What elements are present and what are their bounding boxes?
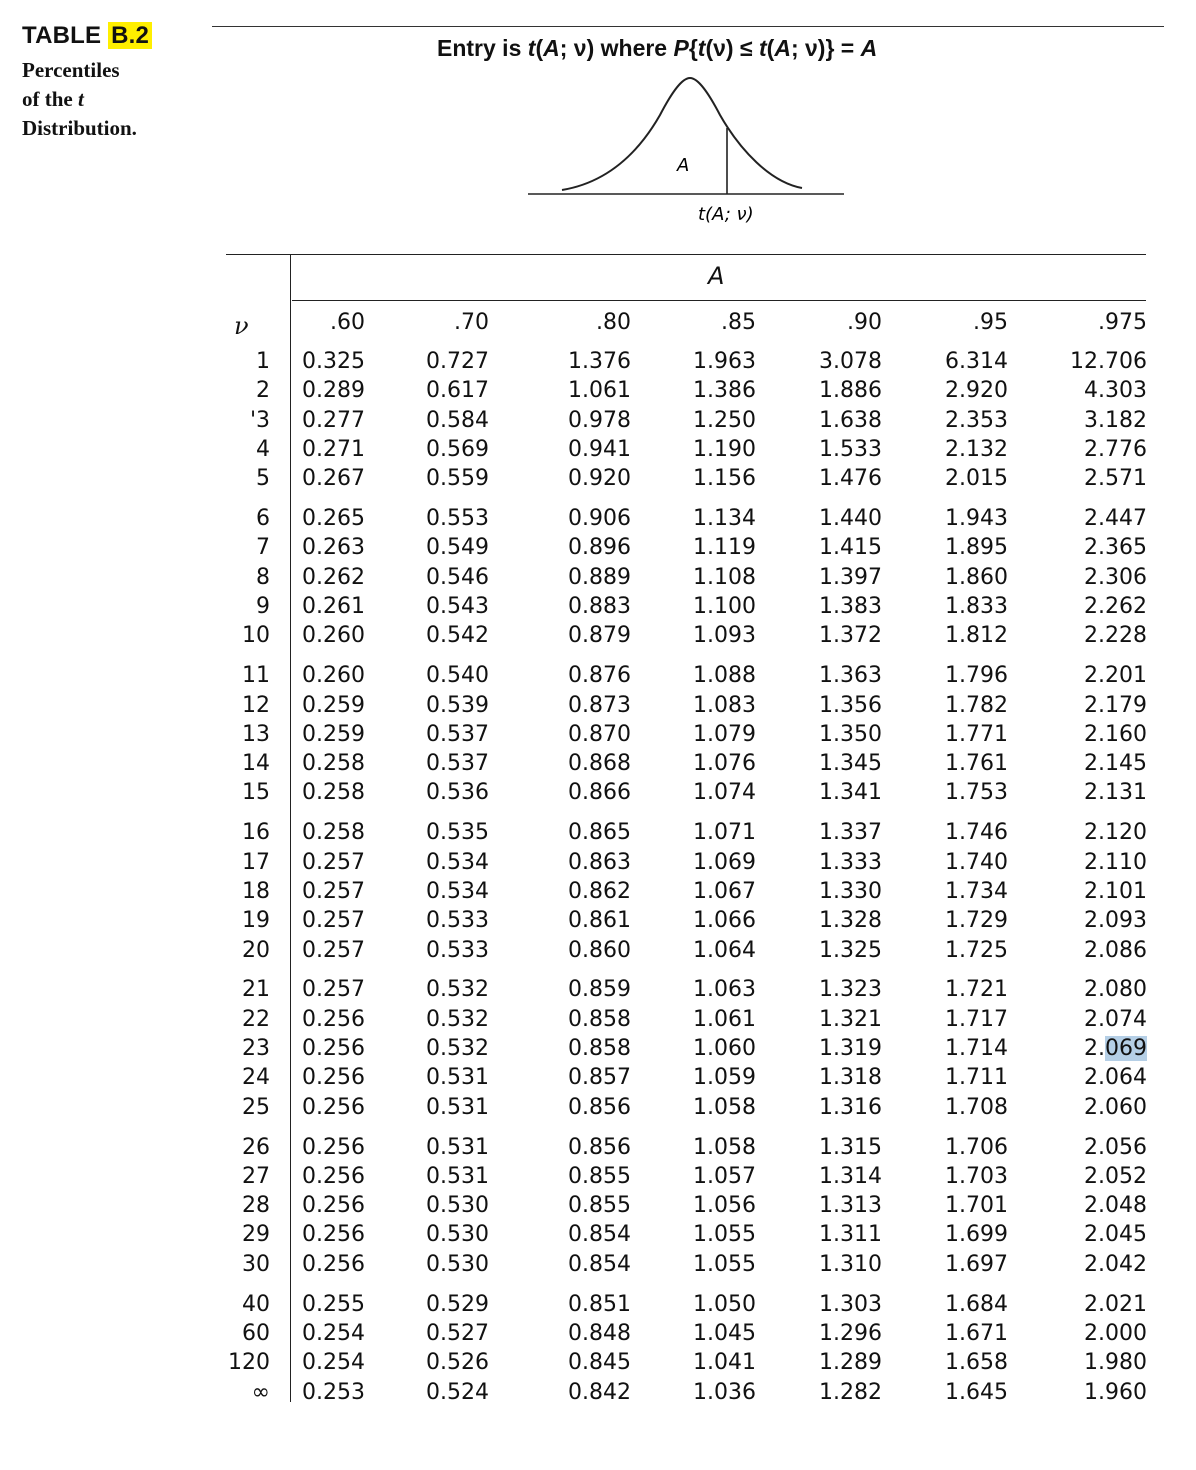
table-cell[interactable]: 1.697 xyxy=(945,1251,1008,1277)
table-cell[interactable]: 1.476 xyxy=(819,466,882,492)
table-cell[interactable]: 2.262 xyxy=(1084,594,1147,619)
column-header: .95 xyxy=(973,310,1008,335)
table-cell[interactable]: 0.553 xyxy=(426,506,489,532)
table-cell[interactable]: 1.812 xyxy=(945,623,1008,649)
table-cell[interactable]: 0.848 xyxy=(568,1320,631,1346)
table-cell[interactable]: 0.857 xyxy=(568,1065,631,1091)
table-cell[interactable]: 4.303 xyxy=(1084,378,1147,404)
table-cell[interactable]: 1.771 xyxy=(945,721,1008,747)
table-cell[interactable]: 1.699 xyxy=(945,1222,1008,1248)
table-cell[interactable]: 1.886 xyxy=(819,378,882,404)
table-cell[interactable]: 1.638 xyxy=(819,407,882,433)
table-cell[interactable]: 1.721 xyxy=(945,977,1008,1003)
table-caption xyxy=(22,22,152,143)
table-cell[interactable]: 0.258 xyxy=(302,820,365,846)
table-cell[interactable]: 1.310 xyxy=(819,1251,882,1277)
table-label: TABLE xyxy=(22,22,102,49)
table-cell[interactable]: 0.537 xyxy=(426,751,489,777)
table-cell[interactable]: 1.093 xyxy=(693,623,756,649)
row-nu-label: 11 xyxy=(242,663,270,689)
table-number-highlight: B.2 xyxy=(108,22,152,49)
table-cell[interactable]: 0.546 xyxy=(426,564,489,590)
table-cell[interactable]: 2.571 xyxy=(1084,466,1147,492)
table-cell[interactable]: 1.079 xyxy=(693,721,756,747)
table-cell[interactable]: 1.055 xyxy=(693,1251,756,1277)
table-cell[interactable]: 1.056 xyxy=(693,1193,756,1219)
table-cell[interactable]: 0.534 xyxy=(426,878,489,904)
table-cell[interactable]: 0.856 xyxy=(568,1094,631,1120)
table-cell[interactable]: 1.671 xyxy=(945,1320,1008,1346)
table-cell[interactable]: 1.036 xyxy=(693,1379,756,1405)
table-cell[interactable]: 1.833 xyxy=(945,594,1008,619)
caption-line-1: Percentiles xyxy=(22,58,120,82)
row-nu-label: 7 xyxy=(256,535,270,561)
table-cell[interactable]: 0.256 xyxy=(302,1006,365,1032)
table-cell[interactable]: 0.889 xyxy=(568,564,631,590)
table-cell[interactable]: 0.289 xyxy=(302,378,365,404)
row-nu-label: 25 xyxy=(242,1094,270,1120)
table-cell[interactable]: 0.855 xyxy=(568,1163,631,1189)
table-cell[interactable]: 1.061 xyxy=(693,1006,756,1032)
table-cell[interactable]: 1.041 xyxy=(693,1350,756,1376)
table-cell[interactable]: 1.383 xyxy=(819,594,882,619)
table-cell[interactable]: 0.537 xyxy=(426,721,489,747)
area-label: A xyxy=(677,155,690,176)
table-cell[interactable]: 1.397 xyxy=(819,564,882,590)
table-cell[interactable]: 0.978 xyxy=(568,407,631,433)
table-cell[interactable]: 1.083 xyxy=(693,692,756,718)
table-cell[interactable]: 1.313 xyxy=(819,1193,882,1219)
table-cell[interactable]: 2.353 xyxy=(945,407,1008,433)
row-nu-label: 17 xyxy=(242,849,270,875)
table-cell[interactable]: 2.132 xyxy=(945,436,1008,462)
column-header: .90 xyxy=(847,310,882,335)
caption-line-2: of the xyxy=(22,87,73,111)
formula-definition: Entry is t(A; ν) where P{t(ν) ≤ t(A; ν)} = A xyxy=(437,35,878,61)
table-cell[interactable]: 1.321 xyxy=(819,1006,882,1032)
nu-header: ν xyxy=(234,312,249,340)
table-cell[interactable]: 1.100 xyxy=(693,594,756,619)
table-cell[interactable]: 2.776 xyxy=(1084,436,1147,462)
table-cell[interactable]: 0.271 xyxy=(302,436,365,462)
table-cell[interactable]: 1.415 xyxy=(819,535,882,561)
table-cell[interactable]: 0.879 xyxy=(568,623,631,649)
table-cell[interactable]: 0.529 xyxy=(426,1291,489,1317)
row-nu-label: 21 xyxy=(242,977,270,1003)
table-cell[interactable]: 0.535 xyxy=(426,820,489,846)
row-nu-label: 20 xyxy=(242,937,270,963)
table-cell[interactable]: 0.727 xyxy=(426,349,489,374)
table-cell[interactable]: 2.306 xyxy=(1084,564,1147,590)
table-cell[interactable]: 1.345 xyxy=(819,751,882,777)
table-cell[interactable]: 0.862 xyxy=(568,878,631,904)
table-cell[interactable]: 2.101 xyxy=(1084,878,1147,904)
table-cell[interactable]: 0.860 xyxy=(568,937,631,963)
table-cell[interactable]: 1.069 xyxy=(693,849,756,875)
table-cell[interactable]: 2.447 xyxy=(1084,506,1147,532)
table-cell[interactable]: 0.257 xyxy=(302,849,365,875)
table-cell[interactable]: 0.540 xyxy=(426,663,489,689)
table-cell[interactable]: 2.131 xyxy=(1084,780,1147,806)
table-cell[interactable]: 1.063 xyxy=(693,977,756,1003)
table-cell[interactable]: 1.055 xyxy=(693,1222,756,1248)
row-nu-label: 13 xyxy=(242,721,270,747)
table-cell[interactable]: 2.021 xyxy=(1084,1291,1147,1317)
table-cell[interactable]: 1.108 xyxy=(693,564,756,590)
table-cell[interactable]: 1.350 xyxy=(819,721,882,747)
row-nu-label: 30 xyxy=(242,1251,270,1277)
table-cell[interactable]: 0.532 xyxy=(426,1006,489,1032)
table-cell[interactable]: 0.531 xyxy=(426,1094,489,1120)
table-cell[interactable]: 0.530 xyxy=(426,1222,489,1248)
table-cell[interactable]: 0.883 xyxy=(568,594,631,619)
table-cell[interactable]: 2.201 xyxy=(1084,663,1147,689)
table-cell[interactable]: 0.559 xyxy=(426,466,489,492)
table-cell[interactable]: 2.048 xyxy=(1084,1193,1147,1219)
table-cell[interactable]: 1.330 xyxy=(819,878,882,904)
table-cell[interactable]: 0.256 xyxy=(302,1193,365,1219)
table-cell[interactable]: 1.050 xyxy=(693,1291,756,1317)
table-cell[interactable]: 0.263 xyxy=(302,535,365,561)
table-cell-selected[interactable] xyxy=(1057,1036,1147,1061)
table-cell[interactable]: 1.058 xyxy=(693,1134,756,1160)
row-nu-label: 14 xyxy=(242,751,270,777)
table-subtitle xyxy=(22,56,152,143)
table-cell[interactable]: 1.740 xyxy=(945,849,1008,875)
table-cell[interactable]: 0.256 xyxy=(302,1065,365,1091)
table-cell[interactable]: 0.536 xyxy=(426,780,489,806)
table-cell[interactable]: 0.859 xyxy=(568,977,631,1003)
table-cell[interactable]: 3.182 xyxy=(1084,407,1147,433)
table-cell[interactable]: 0.865 xyxy=(568,820,631,846)
table-cell[interactable]: 1.318 xyxy=(819,1065,882,1091)
table-cell[interactable]: 0.531 xyxy=(426,1065,489,1091)
table-cell[interactable]: 0.257 xyxy=(302,937,365,963)
table-cell[interactable]: 1.729 xyxy=(945,908,1008,934)
table-cell[interactable]: 0.533 xyxy=(426,908,489,934)
text-selection[interactable]: 069 xyxy=(1105,1036,1147,1061)
row-nu-label: 1 xyxy=(256,349,270,374)
table-title xyxy=(22,22,152,50)
table-cell[interactable]: 2.074 xyxy=(1084,1006,1147,1032)
table-cell[interactable]: 2.086 xyxy=(1084,937,1147,963)
row-nu-label: 23 xyxy=(242,1036,270,1061)
table-cell[interactable]: 1.372 xyxy=(819,623,882,649)
table-cell[interactable]: 1.782 xyxy=(945,692,1008,718)
table-cell[interactable]: 0.870 xyxy=(568,721,631,747)
table-cell[interactable]: 0.617 xyxy=(426,378,489,404)
table-cell[interactable]: 1.060 xyxy=(693,1036,756,1061)
table-cell[interactable]: 0.258 xyxy=(302,751,365,777)
row-nu-label: 22 xyxy=(242,1006,270,1032)
a-header: A xyxy=(708,262,725,290)
table-cell[interactable]: 1.341 xyxy=(819,780,882,806)
table-top-rule xyxy=(226,254,1146,255)
table-cell[interactable]: 1.376 xyxy=(568,349,631,374)
column-header: .975 xyxy=(1098,310,1147,335)
table-cell[interactable]: 0.584 xyxy=(426,407,489,433)
table-cell[interactable]: 1.190 xyxy=(693,436,756,462)
table-cell[interactable]: 1.289 xyxy=(819,1350,882,1376)
table-cell[interactable]: 0.257 xyxy=(302,908,365,934)
table-cell[interactable]: 1.943 xyxy=(945,506,1008,532)
table-cell[interactable]: 0.863 xyxy=(568,849,631,875)
table-cell[interactable]: 0.858 xyxy=(568,1036,631,1061)
table-cell[interactable]: 0.277 xyxy=(302,407,365,433)
table-cell[interactable]: 0.524 xyxy=(426,1379,489,1405)
table-cell[interactable]: 0.265 xyxy=(302,506,365,532)
table-cell[interactable]: 0.876 xyxy=(568,663,631,689)
table-cell[interactable]: 1.076 xyxy=(693,751,756,777)
table-cell[interactable]: 2.056 xyxy=(1084,1134,1147,1160)
table-cell[interactable]: 2.920 xyxy=(945,378,1008,404)
table-cell[interactable]: 1.067 xyxy=(693,878,756,904)
table-cell[interactable]: 1.761 xyxy=(945,751,1008,777)
table-cell[interactable]: 6.314 xyxy=(945,349,1008,374)
row-nu-label: 120 xyxy=(228,1350,270,1376)
table-cell[interactable]: 1.066 xyxy=(693,908,756,934)
table-cell[interactable]: 0.531 xyxy=(426,1134,489,1160)
table-cell[interactable]: 1.658 xyxy=(945,1350,1008,1376)
table-cell[interactable]: 2.080 xyxy=(1084,977,1147,1003)
table-cell[interactable]: 0.325 xyxy=(302,349,365,374)
table-cell[interactable]: 1.895 xyxy=(945,535,1008,561)
table-cell[interactable]: 1.960 xyxy=(1084,1379,1147,1405)
table-cell[interactable]: 0.532 xyxy=(426,977,489,1003)
table-cell[interactable]: 1.703 xyxy=(945,1163,1008,1189)
row-nu-label: 40 xyxy=(242,1291,270,1317)
table-cell[interactable]: 0.941 xyxy=(568,436,631,462)
table-cell[interactable]: 0.259 xyxy=(302,692,365,718)
table-cell[interactable]: 2.179 xyxy=(1084,692,1147,718)
a-header-rule xyxy=(292,300,1146,301)
row-nu-label: 2 xyxy=(256,378,270,404)
table-cell[interactable]: 0.533 xyxy=(426,937,489,963)
table-cell[interactable]: 0.254 xyxy=(302,1320,365,1346)
table-cell[interactable]: 1.860 xyxy=(945,564,1008,590)
table-cell[interactable]: 0.920 xyxy=(568,466,631,492)
table-cell[interactable]: 0.530 xyxy=(426,1251,489,1277)
table-cell[interactable]: 1.714 xyxy=(945,1036,1008,1061)
table-cell[interactable]: 2.228 xyxy=(1084,623,1147,649)
table-cell[interactable]: 1.064 xyxy=(693,937,756,963)
table-cell[interactable]: 0.854 xyxy=(568,1251,631,1277)
table-cell[interactable]: 1.753 xyxy=(945,780,1008,806)
table-cell[interactable]: 1.061 xyxy=(568,378,631,404)
table-cell[interactable]: 1.250 xyxy=(693,407,756,433)
table-cell[interactable]: 1.645 xyxy=(945,1379,1008,1405)
table-cell[interactable]: 2.052 xyxy=(1084,1163,1147,1189)
row-nu-label: 24 xyxy=(242,1065,270,1091)
table-cell[interactable]: 0.256 xyxy=(302,1134,365,1160)
table-cell[interactable]: 0.851 xyxy=(568,1291,631,1317)
table-cell[interactable]: 0.253 xyxy=(302,1379,365,1405)
row-nu-label: 27 xyxy=(242,1163,270,1189)
table-cell[interactable]: 0.256 xyxy=(302,1222,365,1248)
table-cell[interactable]: 0.896 xyxy=(568,535,631,561)
row-nu-label: 18 xyxy=(242,878,270,904)
column-header: .60 xyxy=(330,310,365,335)
table-cell[interactable]: 1.325 xyxy=(819,937,882,963)
table-cell[interactable]: 1.296 xyxy=(819,1320,882,1346)
table-cell[interactable]: 2.120 xyxy=(1084,820,1147,846)
table-cell[interactable]: 0.868 xyxy=(568,751,631,777)
row-nu-label: '3 xyxy=(249,407,270,433)
caption-line-3: Distribution. xyxy=(22,116,137,140)
table-cell[interactable]: 1.734 xyxy=(945,878,1008,904)
table-cell[interactable]: 1.356 xyxy=(819,692,882,718)
table-cell[interactable]: 1.088 xyxy=(693,663,756,689)
table-cell[interactable]: 0.262 xyxy=(302,564,365,590)
row-nu-label: 29 xyxy=(242,1222,270,1248)
table-cell[interactable]: 1.071 xyxy=(693,820,756,846)
table-cell[interactable]: 0.527 xyxy=(426,1320,489,1346)
table-cell[interactable]: 1.316 xyxy=(819,1094,882,1120)
column-header: .80 xyxy=(596,310,631,335)
table-cell[interactable]: 0.842 xyxy=(568,1379,631,1405)
table-cell[interactable]: 1.725 xyxy=(945,937,1008,963)
table-cell[interactable]: 0.260 xyxy=(302,663,365,689)
row-nu-label: 5 xyxy=(256,466,270,492)
table-cell[interactable]: 1.314 xyxy=(819,1163,882,1189)
table-cell[interactable]: 1.059 xyxy=(693,1065,756,1091)
table-cell[interactable]: 0.845 xyxy=(568,1350,631,1376)
cell-text: 2. xyxy=(1084,1036,1105,1061)
table-cell[interactable]: 2.145 xyxy=(1084,751,1147,777)
table-cell[interactable]: 0.855 xyxy=(568,1193,631,1219)
table-cell[interactable]: 1.119 xyxy=(693,535,756,561)
row-nu-label: 4 xyxy=(256,436,270,462)
row-nu-label: 8 xyxy=(256,564,270,590)
table-cell[interactable]: 0.256 xyxy=(302,1251,365,1277)
row-nu-label: 15 xyxy=(242,780,270,806)
table-cell[interactable]: 1.323 xyxy=(819,977,882,1003)
t-distribution-curve-icon xyxy=(520,70,850,230)
row-nu-label: 16 xyxy=(242,820,270,846)
table-cell[interactable]: 2.365 xyxy=(1084,535,1147,561)
table-cell[interactable]: 0.873 xyxy=(568,692,631,718)
table-cell[interactable]: 0.256 xyxy=(302,1036,365,1061)
table-cell[interactable]: 0.257 xyxy=(302,977,365,1003)
table-cell[interactable]: 0.254 xyxy=(302,1350,365,1376)
table-cell[interactable]: 0.255 xyxy=(302,1291,365,1317)
row-nu-label: 12 xyxy=(242,692,270,718)
table-cell[interactable]: 0.858 xyxy=(568,1006,631,1032)
row-nu-label: 26 xyxy=(242,1134,270,1160)
table-cell[interactable]: 1.057 xyxy=(693,1163,756,1189)
table-cell[interactable]: 1.363 xyxy=(819,663,882,689)
table-cell[interactable]: 1.311 xyxy=(819,1222,882,1248)
table-cell[interactable]: 1.303 xyxy=(819,1291,882,1317)
table-cell[interactable]: 1.980 xyxy=(1084,1350,1147,1376)
table-cell[interactable]: 1.337 xyxy=(819,820,882,846)
table-cell[interactable]: 0.257 xyxy=(302,878,365,904)
table-cell[interactable]: 0.539 xyxy=(426,692,489,718)
table-cell[interactable]: 1.717 xyxy=(945,1006,1008,1032)
table-cell[interactable]: 2.110 xyxy=(1084,849,1147,875)
table-cell[interactable]: 3.078 xyxy=(819,349,882,374)
table-cell[interactable]: 0.267 xyxy=(302,466,365,492)
table-cell[interactable]: 1.156 xyxy=(693,466,756,492)
caption-t-symbol: t xyxy=(78,87,84,111)
table-cell[interactable]: 1.533 xyxy=(819,436,882,462)
table-cell[interactable]: 0.256 xyxy=(302,1094,365,1120)
table-cell[interactable]: 1.328 xyxy=(819,908,882,934)
table-cell[interactable]: 0.856 xyxy=(568,1134,631,1160)
table-cell[interactable]: 1.711 xyxy=(945,1065,1008,1091)
row-nu-label: ∞ xyxy=(251,1379,270,1405)
table-cell[interactable]: 1.045 xyxy=(693,1320,756,1346)
row-nu-label: 28 xyxy=(242,1193,270,1219)
table-cell[interactable]: 0.549 xyxy=(426,535,489,561)
table-cell[interactable]: 1.708 xyxy=(945,1094,1008,1120)
table-cell[interactable]: 2.060 xyxy=(1084,1094,1147,1120)
table-cell[interactable]: 1.315 xyxy=(819,1134,882,1160)
table-cell[interactable]: 12.706 xyxy=(1070,349,1147,374)
table-cell[interactable]: 0.569 xyxy=(426,436,489,462)
table-cell[interactable]: 1.746 xyxy=(945,820,1008,846)
table-cell[interactable]: 0.906 xyxy=(568,506,631,532)
row-nu-label: 9 xyxy=(256,594,270,619)
table-cell[interactable]: 1.058 xyxy=(693,1094,756,1120)
table-cell[interactable]: 0.534 xyxy=(426,849,489,875)
table-cell[interactable]: 0.543 xyxy=(426,594,489,619)
table-cell[interactable]: 1.706 xyxy=(945,1134,1008,1160)
table-cell[interactable]: 2.064 xyxy=(1084,1065,1147,1091)
row-nu-label: 6 xyxy=(256,506,270,532)
table-cell[interactable]: 2.042 xyxy=(1084,1251,1147,1277)
table-cell[interactable]: 1.319 xyxy=(819,1036,882,1061)
table-cell[interactable]: 0.256 xyxy=(302,1163,365,1189)
column-header: .70 xyxy=(454,310,489,335)
table-cell[interactable]: 1.796 xyxy=(945,663,1008,689)
table-cell[interactable]: 1.963 xyxy=(693,349,756,374)
table-cell[interactable]: 0.866 xyxy=(568,780,631,806)
table-cell[interactable]: 0.854 xyxy=(568,1222,631,1248)
table-cell[interactable]: 0.261 xyxy=(302,594,365,619)
table-cell[interactable]: 1.074 xyxy=(693,780,756,806)
table-cell[interactable]: 0.258 xyxy=(302,780,365,806)
table-cell[interactable]: 1.440 xyxy=(819,506,882,532)
table-cell[interactable]: 2.160 xyxy=(1084,721,1147,747)
table-cell[interactable]: 1.333 xyxy=(819,849,882,875)
table-cell[interactable]: 2.015 xyxy=(945,466,1008,492)
table-cell[interactable]: 1.684 xyxy=(945,1291,1008,1317)
table-cell[interactable]: 1.386 xyxy=(693,378,756,404)
table-cell[interactable]: 1.282 xyxy=(819,1379,882,1405)
table-cell[interactable]: 2.093 xyxy=(1084,908,1147,934)
table-cell[interactable]: 0.542 xyxy=(426,623,489,649)
table-cell[interactable]: 1.134 xyxy=(693,506,756,532)
table-cell[interactable]: 0.526 xyxy=(426,1350,489,1376)
table-cell[interactable]: 1.701 xyxy=(945,1193,1008,1219)
table-cell[interactable]: 0.260 xyxy=(302,623,365,649)
row-nu-label: 60 xyxy=(242,1320,270,1346)
table-cell[interactable]: 0.861 xyxy=(568,908,631,934)
table-cell[interactable]: 0.531 xyxy=(426,1163,489,1189)
column-header: .85 xyxy=(721,310,756,335)
table-cell[interactable]: 0.530 xyxy=(426,1193,489,1219)
row-nu-label: 19 xyxy=(242,908,270,934)
table-cell[interactable]: 0.259 xyxy=(302,721,365,747)
row-nu-label: 10 xyxy=(242,623,270,649)
axis-label: t(A; ν) xyxy=(698,204,754,225)
top-rule xyxy=(212,26,1164,27)
table-cell[interactable]: 2.045 xyxy=(1084,1222,1147,1248)
table-cell[interactable]: 2.000 xyxy=(1084,1320,1147,1346)
table-cell[interactable]: 0.532 xyxy=(426,1036,489,1061)
